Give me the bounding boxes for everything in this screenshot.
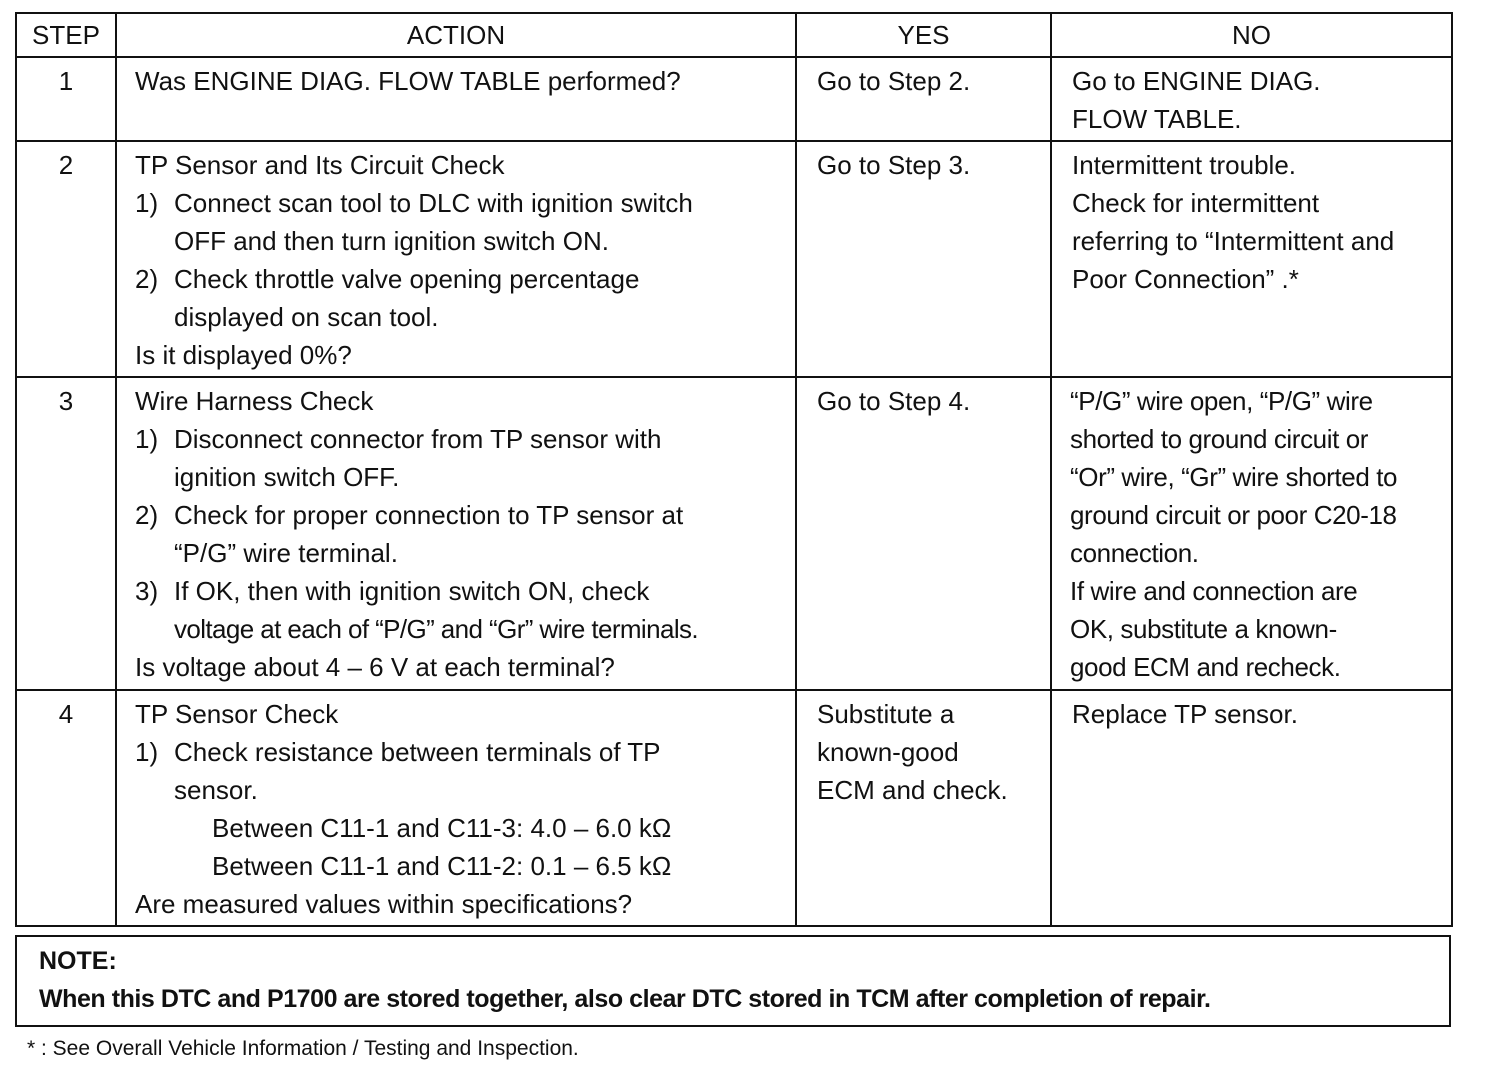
action-title: TP Sensor Check	[135, 699, 339, 729]
diagnostic-table	[15, 12, 1453, 927]
table-row	[16, 690, 1452, 926]
step-number: 2	[16, 141, 116, 377]
no-text: ground circuit or poor C20-18	[1070, 500, 1397, 530]
yes-text: ECM and check.	[817, 775, 1008, 805]
substep-text: Check throttle valve opening percentage	[174, 264, 640, 294]
substep-number: 1)	[135, 424, 159, 454]
yes-cell	[796, 377, 1051, 690]
step-number: 3	[16, 377, 116, 690]
substep-text: ignition switch OFF.	[174, 462, 400, 492]
no-text: shorted to ground circuit or	[1070, 424, 1369, 454]
action-cell	[116, 57, 796, 141]
substep-text: sensor.	[174, 775, 258, 805]
no-text: Go to ENGINE DIAG.	[1072, 66, 1321, 96]
substep-text: Connect scan tool to DLC with ignition switch	[174, 188, 693, 218]
yes-text: Go to Step 4.	[817, 386, 971, 416]
note-label: NOTE:	[39, 947, 117, 975]
yes-text: known-good	[817, 737, 959, 767]
substep-text: “P/G” wire terminal.	[174, 538, 398, 568]
no-text: referring to “Intermittent and	[1072, 226, 1395, 256]
no-text: FLOW TABLE.	[1072, 104, 1242, 134]
table-header-row	[16, 13, 1452, 57]
no-text: “P/G” wire open, “P/G” wire	[1070, 386, 1373, 416]
note-text: When this DTC and P1700 are stored together, also clear DTC stored in TCM after completion of repair.	[39, 985, 1211, 1013]
footnote: * : See Overall Vehicle Information / Testing and Inspection.	[27, 1037, 579, 1060]
spec-value: Between C11-1 and C11-3: 4.0 – 6.0 kΩ	[212, 813, 672, 843]
yes-cell	[796, 57, 1051, 141]
yes-cell	[796, 141, 1051, 377]
yes-text: Go to Step 3.	[817, 150, 971, 180]
no-text: connection.	[1070, 538, 1199, 568]
substep-number: 1)	[135, 737, 159, 767]
action-question: Is it displayed 0%?	[135, 340, 352, 370]
no-text: “Or” wire, “Gr” wire shorted to	[1070, 462, 1398, 492]
yes-text: Substitute a	[817, 699, 955, 729]
no-text: OK, substitute a known-	[1070, 614, 1337, 644]
no-text: Check for intermittent	[1072, 188, 1320, 218]
action-substep	[135, 572, 781, 648]
no-cell	[1051, 377, 1452, 690]
no-text: Replace TP sensor.	[1072, 699, 1298, 729]
action-substep	[135, 260, 781, 336]
substep-text: voltage at each of “P/G” and “Gr” wire terminals.	[174, 614, 699, 644]
action-substep	[135, 496, 781, 572]
substep-text: displayed on scan tool.	[174, 302, 439, 332]
action-substep	[135, 733, 781, 809]
step-number: 4	[16, 690, 116, 926]
substep-number: 1)	[135, 188, 159, 218]
no-cell	[1051, 690, 1452, 926]
no-text: good ECM and recheck.	[1070, 652, 1341, 682]
action-question: Was ENGINE DIAG. FLOW TABLE performed?	[135, 66, 681, 96]
substep-text: Check for proper connection to TP sensor at	[174, 500, 684, 530]
substep-text: Disconnect connector from TP sensor with	[174, 424, 662, 454]
action-cell	[116, 690, 796, 926]
header-step: STEP	[16, 13, 116, 57]
header-no: NO	[1051, 13, 1452, 57]
note-box	[15, 935, 1451, 1027]
substep-text: Check resistance between terminals of TP	[174, 737, 661, 767]
no-cell	[1051, 141, 1452, 377]
table-row	[16, 141, 1452, 377]
no-text: Intermittent trouble.	[1072, 150, 1296, 180]
action-question: Are measured values within specifications?	[135, 889, 633, 919]
yes-cell	[796, 690, 1051, 926]
spec-value: Between C11-1 and C11-2: 0.1 – 6.5 kΩ	[212, 851, 672, 881]
yes-text: Go to Step 2.	[817, 66, 971, 96]
step-number: 1	[16, 57, 116, 141]
action-cell	[116, 141, 796, 377]
action-cell	[116, 377, 796, 690]
table-row	[16, 57, 1452, 141]
action-title: Wire Harness Check	[135, 386, 374, 416]
action-substep	[135, 184, 781, 260]
substep-text: OFF and then turn ignition switch ON.	[174, 226, 609, 256]
substep-number: 2)	[135, 500, 159, 530]
action-question: Is voltage about 4 – 6 V at each terminal?	[135, 652, 615, 682]
header-yes: YES	[796, 13, 1051, 57]
action-substep	[135, 420, 781, 496]
no-cell	[1051, 57, 1452, 141]
no-text: Poor Connection” .*	[1072, 264, 1299, 294]
substep-number: 2)	[135, 264, 159, 294]
table-row	[16, 377, 1452, 690]
no-text: If wire and connection are	[1070, 576, 1358, 606]
substep-number: 3)	[135, 576, 159, 606]
substep-text: If OK, then with ignition switch ON, check	[174, 576, 650, 606]
header-action: ACTION	[116, 13, 796, 57]
action-title: TP Sensor and Its Circuit Check	[135, 150, 505, 180]
